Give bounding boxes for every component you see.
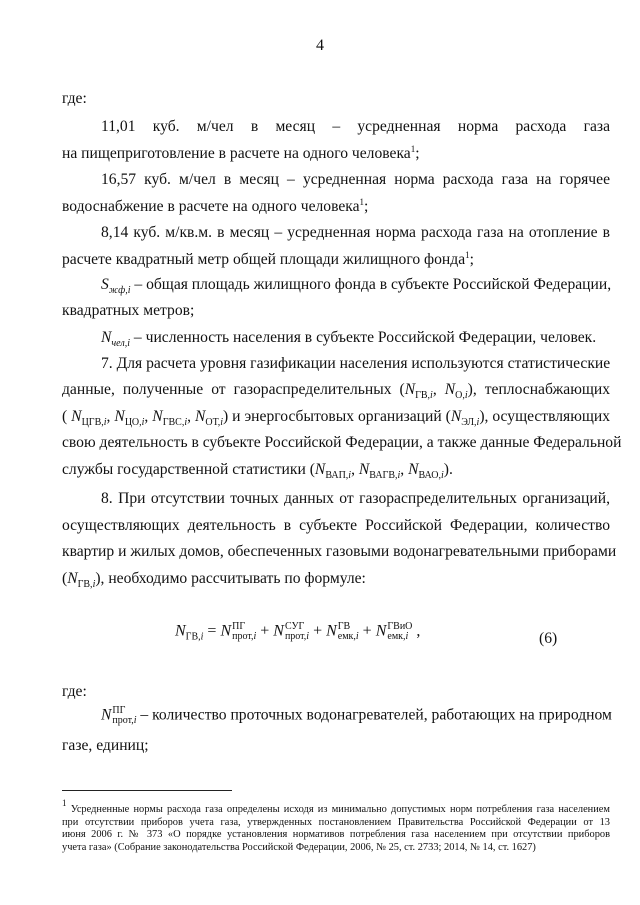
para7-line1: 7. Для расчета уровня газификации населения используются статистические — [101, 355, 611, 372]
page-number: 4 — [316, 37, 324, 54]
footnote-line1: $^1$ Усредненные нормы расхода газа определены исходя из минимально допустимых норм потребления газа населением — [62, 798, 610, 815]
hot-water-norm-line1: 16,57 куб. м/чел в месяц – усредненная норма расхода газа на горячее — [101, 171, 610, 188]
para8-line4: $(N_{ГВ,i})$, необходимо рассчитывать по формуле: — [62, 570, 366, 590]
footnote-mark: 1 — [62, 798, 67, 808]
footnote-ref: 1 — [465, 250, 470, 260]
para7-line2: данные, полученные от газораспределительных ($N_{ГВ,i}$, $N_{О,i}$), теплоснабжающих — [62, 381, 610, 401]
formula-6 — [0, 612, 640, 656]
where-label: где: — [62, 90, 87, 107]
footnote-line3: июня 2006 г. № 373 «О порядке установления нормативов потребления газа населением при отсутствии приборов — [62, 829, 610, 840]
hot-water-norm-line2: водоснабжение в расчете на одного человека$^1$; — [62, 197, 369, 215]
population-definition: $N_{чел,i}$ – численность населения в субъекте Российской Федерации, человек. — [101, 329, 597, 349]
footnote-line2: при отсутствии приборов учета газа, утвержденных постановлением Правительства Российской Федерации от 13 — [62, 816, 610, 828]
para8-line2: осуществляющих деятельность в субъекте Российской Федерации, количество — [62, 517, 610, 534]
para8-line3: квартир и жилых домов, обеспеченных газовыми водонагревательными приборами — [62, 543, 617, 560]
where-label: где: — [62, 683, 87, 700]
footnote-line4: учета газа» (Собрание законодательства Российской Федерации, 2006, № 25, ст. 2733; 2014, № 14, ст. 1627) — [62, 841, 536, 853]
para7-line3: ( $N_{ЦГВ,i}$, $N_{ЦО,i}$, $N_{ГВС,i}$, $N_{ОТ,i}$) и энергосбытовых организаций $(N_{ЭЛ,i})$, осуществляющих — [62, 408, 611, 428]
formula-expression: $N_{ГВ,i} = N$ ПГ прот,i + N СУГ прот,i + N ГВ емк,i + N ГВиО емк,i , — [175, 621, 421, 643]
cooking-norm-line2: на пищеприготовление в расчете на одного человека$^1$; — [62, 144, 420, 162]
para7-line5: службы государственной статистики ($N_{ВАП,i}$, $N_{ВАГВ,i}$, $N_{ВАО,i}$). — [62, 461, 453, 481]
def-flow-heaters-line2: газе, единиц; — [62, 737, 149, 754]
para8-line1: 8. При отсутствии точных данных от газораспределительных организаций, — [101, 490, 610, 507]
cooking-norm-line1: 11,01 куб. м/чел в месяц – усредненная норма расхода газа — [101, 118, 610, 135]
footnote-ref: 1 — [359, 197, 365, 207]
heating-norm-line2: расчете квадратный метр общей площади жилищного фонда$^1$; — [62, 250, 474, 268]
def-flow-heaters-line1: N ПГ прот,i – количество проточных водонагревателей, работающих на природном — [101, 705, 612, 726]
area-definition-line2: квадратных метров; — [62, 302, 195, 319]
footnote-separator — [62, 790, 232, 791]
area-definition-line1: $S_{жф,i}$ – общая площадь жилищного фонда в субъекте Российской Федерации, — [101, 276, 612, 296]
heating-norm-line1: 8,14 куб. м/кв.м. в месяц – усредненная норма расхода газа на отопление в — [101, 224, 610, 241]
formula-number: (6) — [539, 630, 558, 647]
footnote — [62, 797, 610, 854]
para7-line4: свою деятельность в субъекте Российской Федерации, а также данные Федеральной — [62, 434, 622, 451]
footnote-ref: 1 — [410, 144, 416, 154]
